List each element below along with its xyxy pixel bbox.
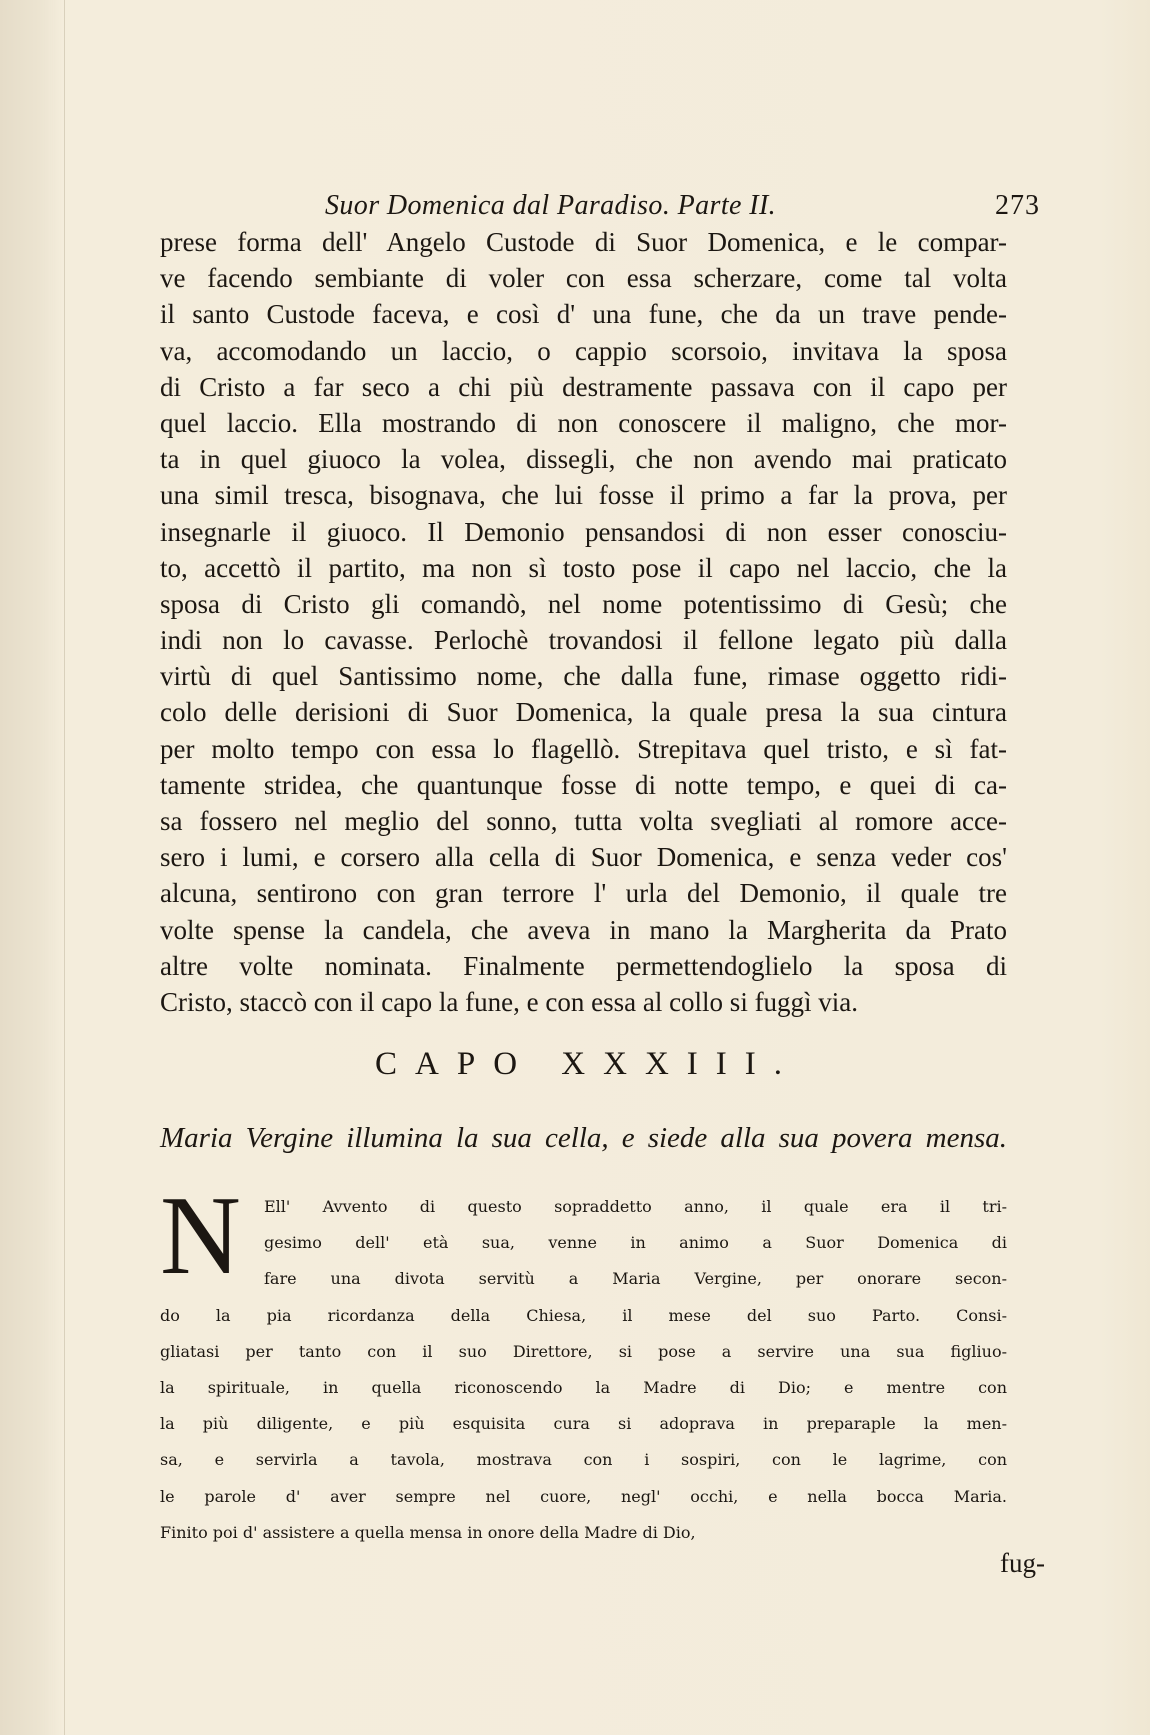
text-line-last: Finito poi d' assistere a quella mensa in onore della Madre di Dio, [160, 1522, 696, 1542]
text-line: ta in quel giuoco la volea, dissegli, che non avendo mai praticato [160, 444, 1007, 475]
main-text-block [160, 224, 1007, 1020]
text-line: colo delle derisioni di Suor Domenica, la quale presa la sua cintura [160, 697, 1007, 728]
text-line: di Cristo a far seco a chi più destramente passava con il capo per [160, 371, 1007, 402]
text-line: insegnarle il giuoco. Il Demonio pensandosi di non esser conosciu- [160, 516, 1007, 547]
text-line: la spirituale, in quella riconoscendo la Madre di Dio; e mentre con [160, 1377, 1007, 1397]
text-line: la più diligente, e più esquisita cura si adoprava in preparарle la men- [160, 1414, 1007, 1434]
text-line-last: Cristo, staccò con il capo la fune, e con essa al collo si fuggì via. [160, 986, 859, 1017]
chapter-heading: CAPO XXXIII. [375, 1046, 800, 1082]
text-line: virtù di quel Santissimo nome, che dalla fune, rimase oggetto ridi- [160, 661, 1007, 692]
text-line: quel laccio. Ella mostrando di non conoscere il maligno, che mor- [160, 407, 1007, 438]
text-line: una simil tresca, bisognava, che lui fosse il primo a far la prova, per [160, 480, 1007, 511]
text-line: per molto tempo con essa lo flagellò. Strepitava quel tristo, e sì fat- [160, 733, 1007, 764]
text-line: il santo Custode faceva, e così d' una fune, che da un trave pende- [160, 299, 1007, 330]
text-line: alcuna, sentirono con gran terrore l' urla del Demonio, il quale tre [160, 878, 1007, 909]
text-line: ve facendo sembiante di voler con essa scherzare, come tal volta [160, 263, 1007, 294]
text-line: indi non lo cavasse. Perlochè trovandosi il fellone legato più dalla [160, 625, 1007, 656]
text-line: to, accettò il partito, ma non sì tosto pose il capo nel laccio, che la [160, 552, 1007, 583]
indented-text-line: fare una divota servitù a Maria Vergine, per onorare secon- [264, 1269, 1007, 1289]
running-title: Suor Domenica dal Paradiso. Parte II. [325, 190, 777, 221]
text-line: sero i lumi, e corsero alla cella di Suor Domenica, e senza veder cos' [160, 842, 1007, 873]
drop-cap: N [160, 1174, 241, 1298]
text-line: sposa di Cristo gli comandò, nel nome potentissimo di Gesù; che [160, 588, 1007, 619]
indented-text-line: gesimo dell' età sua, venne in animo a Suor Domenica di [264, 1233, 1007, 1253]
chapter-text-block [160, 1174, 1007, 1551]
text-line: le parole d' aver sempre nel cuore, negl' occhi, e nella bocca Maria. [160, 1486, 1007, 1506]
text-line: volte spense la candela, che aveva in mano la Margherita da Prato [160, 914, 1007, 945]
text-line: sa fossero nel meglio del sonno, tutta volta svegliati al romore acce- [160, 806, 1007, 836]
chapter-subtitle: Maria Vergine illumina la sua cella, e siede alla sua povera mensa. [160, 1122, 1007, 1154]
text-line: do la pia ricordanza della Chiesa, il mese del suo Parto. Consi- [160, 1305, 1007, 1325]
page-edge-shadow [0, 0, 65, 1735]
running-header [160, 186, 1040, 226]
text-line: gliatasi per tanto con il suo Direttore, si pose a servire una sua figliuo- [160, 1341, 1007, 1361]
page-number: 273 [995, 190, 1040, 221]
text-line: va, accomodando un laccio, o cappio scorsoio, invitava la sposa [160, 335, 1007, 366]
text-line: tamente stridea, che quantunque fosse di notte tempo, e quei di ca- [160, 769, 1007, 800]
text-line: altre volte nominata. Finalmente permettendoglielo la sposa di [160, 950, 1007, 981]
catchword: fug- [1000, 1548, 1045, 1578]
text-line: prese forma dell' Angelo Custode di Suor Domenica, e le compar- [160, 227, 1007, 257]
text-line: sa, e servirla a tavola, mostrava con i sospiri, con le lagrime, con [160, 1450, 1007, 1470]
indented-text-line: Ell' Avvento di questo sopraddetto anno, il quale era il tri- [264, 1197, 1007, 1216]
